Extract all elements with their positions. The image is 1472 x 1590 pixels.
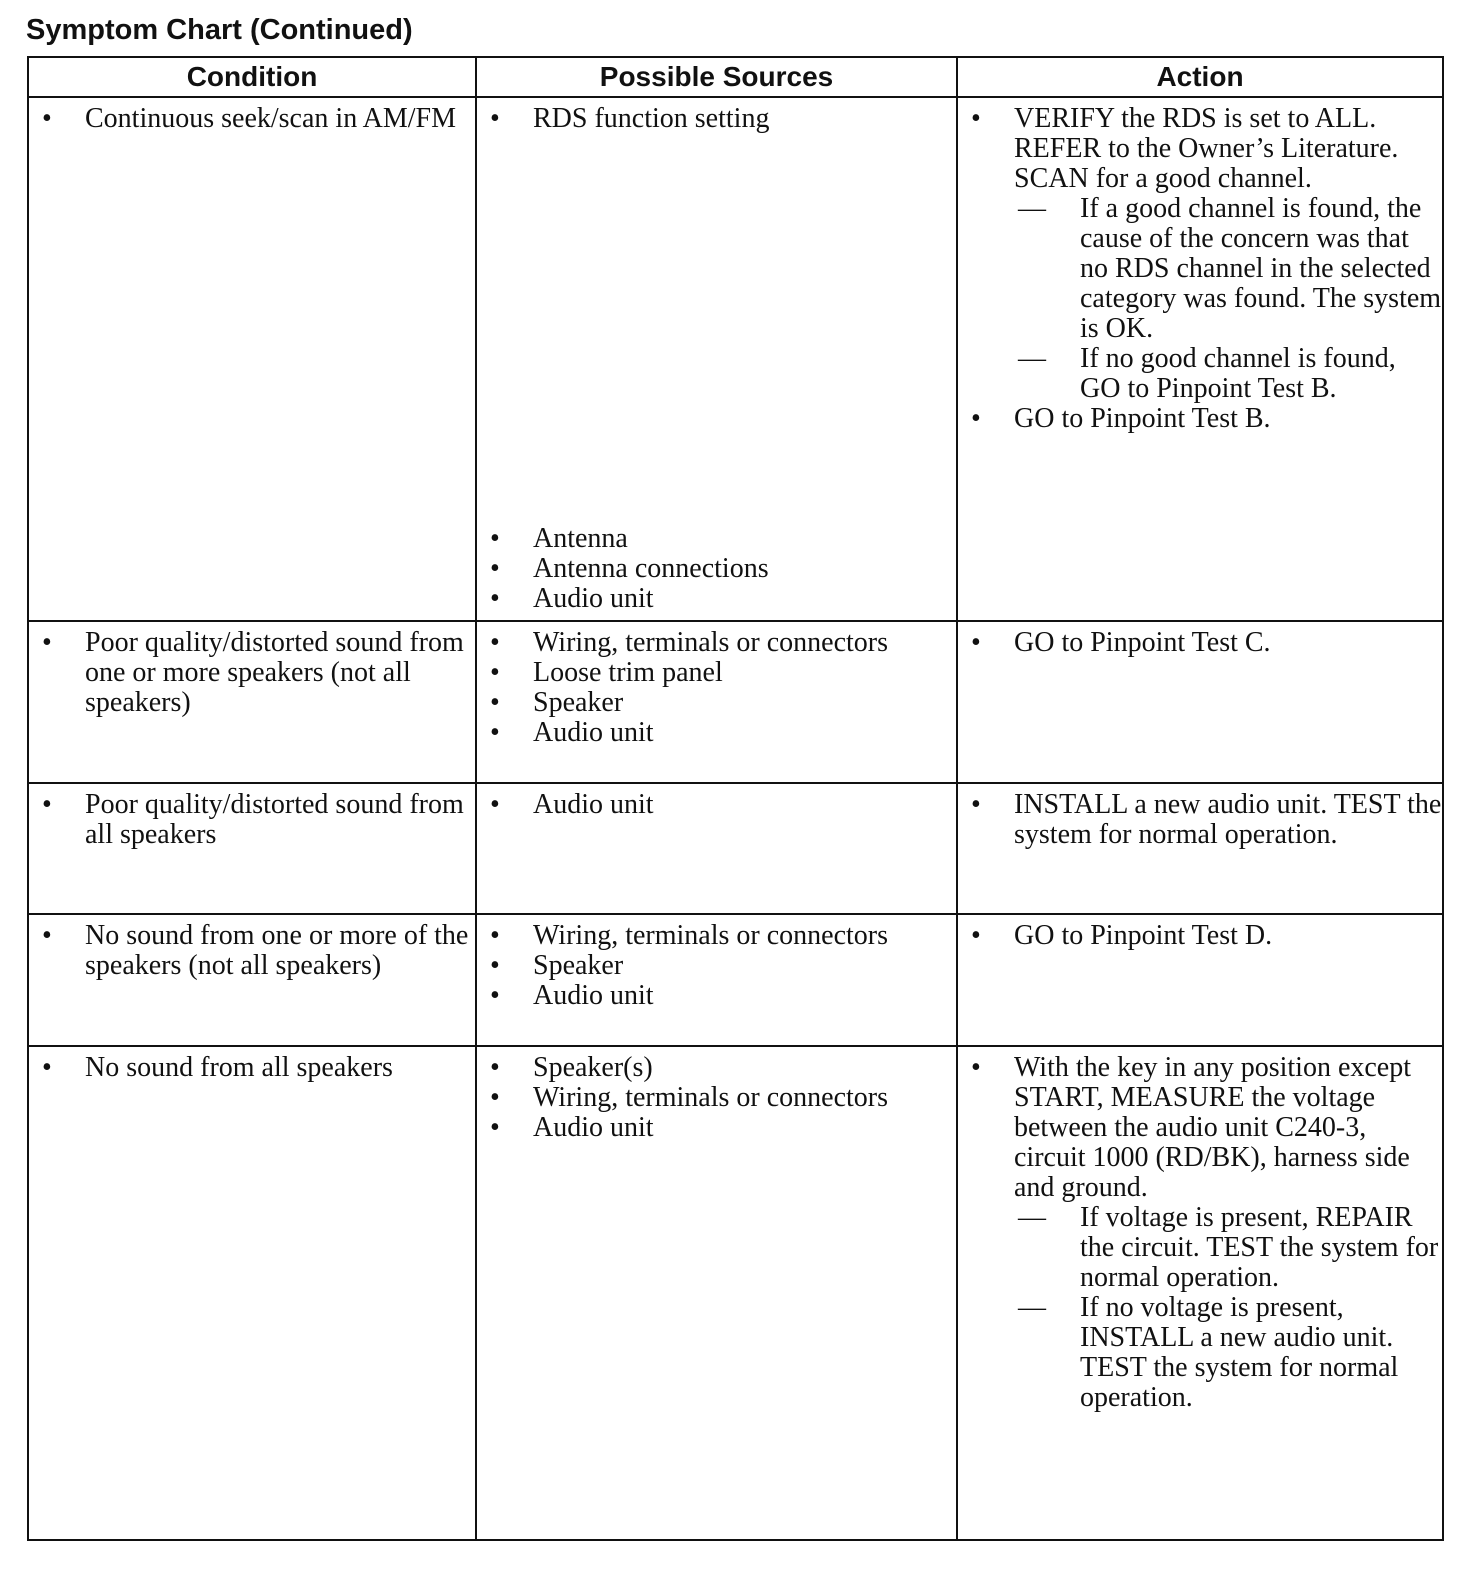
table-row [28, 97, 1443, 621]
action-item: • GO to Pinpoint Test B. [958, 404, 1442, 434]
action-cell [957, 1046, 1443, 1540]
sources-cell [476, 914, 957, 1046]
table-row [28, 914, 1443, 1046]
action-item: • INSTALL a new audio unit. TEST the system for normal operation. [958, 790, 1442, 850]
action-cell [957, 97, 1443, 621]
source-item: • Audio unit [477, 981, 956, 1011]
condition-cell [28, 97, 476, 621]
header-possible-sources: Possible Sources [476, 57, 957, 97]
page-title: Symptom Chart (Continued) [26, 14, 413, 46]
action-item: • GO to Pinpoint Test C. [958, 628, 1442, 658]
action-sub-item: — If no good channel is found, GO to Pinpoint Test B. [1014, 344, 1442, 404]
condition-cell [28, 914, 476, 1046]
source-item: • Speaker(s) [477, 1053, 956, 1083]
symptom-chart-table [27, 56, 1444, 1541]
condition-text: • Poor quality/distorted sound from one or more speakers (not all speakers) [29, 628, 475, 718]
action-cell [957, 783, 1443, 914]
source-item: • Antenna [477, 524, 956, 554]
source-item: • Audio unit [477, 584, 956, 614]
sources-cell [476, 783, 957, 914]
source-item: • RDS function setting [477, 104, 956, 134]
action-sub-item: — If no voltage is present, INSTALL a new audio unit. TEST the system for normal operation. [1014, 1293, 1442, 1413]
sources-cell [476, 97, 957, 621]
table-row [28, 1046, 1443, 1540]
condition-text: • No sound from all speakers [29, 1053, 475, 1083]
action-sub-item: — If voltage is present, REPAIR the circuit. TEST the system for normal operation. [1014, 1203, 1442, 1293]
source-item: • Speaker [477, 688, 956, 718]
table-row [28, 783, 1443, 914]
condition-cell [28, 621, 476, 783]
source-item: • Wiring, terminals or connectors [477, 628, 956, 658]
source-item: • Loose trim panel [477, 658, 956, 688]
condition-cell [28, 783, 476, 914]
action-text: With the key in any position except START, MEASURE the voltage between the audio unit C240-3, circuit 1000 (RD/BK), harness side and ground. [1014, 1052, 1412, 1203]
action-item: • GO to Pinpoint Test D. [958, 921, 1442, 951]
action-cell [957, 621, 1443, 783]
action-item [958, 1053, 1442, 1413]
source-item: • Audio unit [477, 718, 956, 748]
table-row [28, 621, 1443, 783]
table-header-row [28, 57, 1443, 97]
action-text: VERIFY the RDS is set to ALL. REFER to the Owner’s Literature. SCAN for a good channel. [1014, 103, 1399, 194]
action-sub-item: — If a good channel is found, the cause of the concern was that no RDS channel in the selected category was found. The system is OK. [1014, 194, 1442, 344]
condition-text: • Continuous seek/scan in AM/FM [29, 104, 475, 134]
condition-cell [28, 1046, 476, 1540]
source-item: • Speaker [477, 951, 956, 981]
sources-cell [476, 621, 957, 783]
source-item: • Audio unit [477, 790, 956, 820]
condition-text: • Poor quality/distorted sound from all speakers [29, 790, 475, 850]
source-item: • Wiring, terminals or connectors [477, 921, 956, 951]
header-condition: Condition [28, 57, 476, 97]
action-item [958, 104, 1442, 404]
source-item: • Antenna connections [477, 554, 956, 584]
sources-gap [477, 134, 956, 524]
condition-text: • No sound from one or more of the speakers (not all speakers) [29, 921, 475, 981]
header-action: Action [957, 57, 1443, 97]
source-item: • Audio unit [477, 1113, 956, 1143]
action-cell [957, 914, 1443, 1046]
source-item: • Wiring, terminals or connectors [477, 1083, 956, 1113]
sources-cell [476, 1046, 957, 1540]
